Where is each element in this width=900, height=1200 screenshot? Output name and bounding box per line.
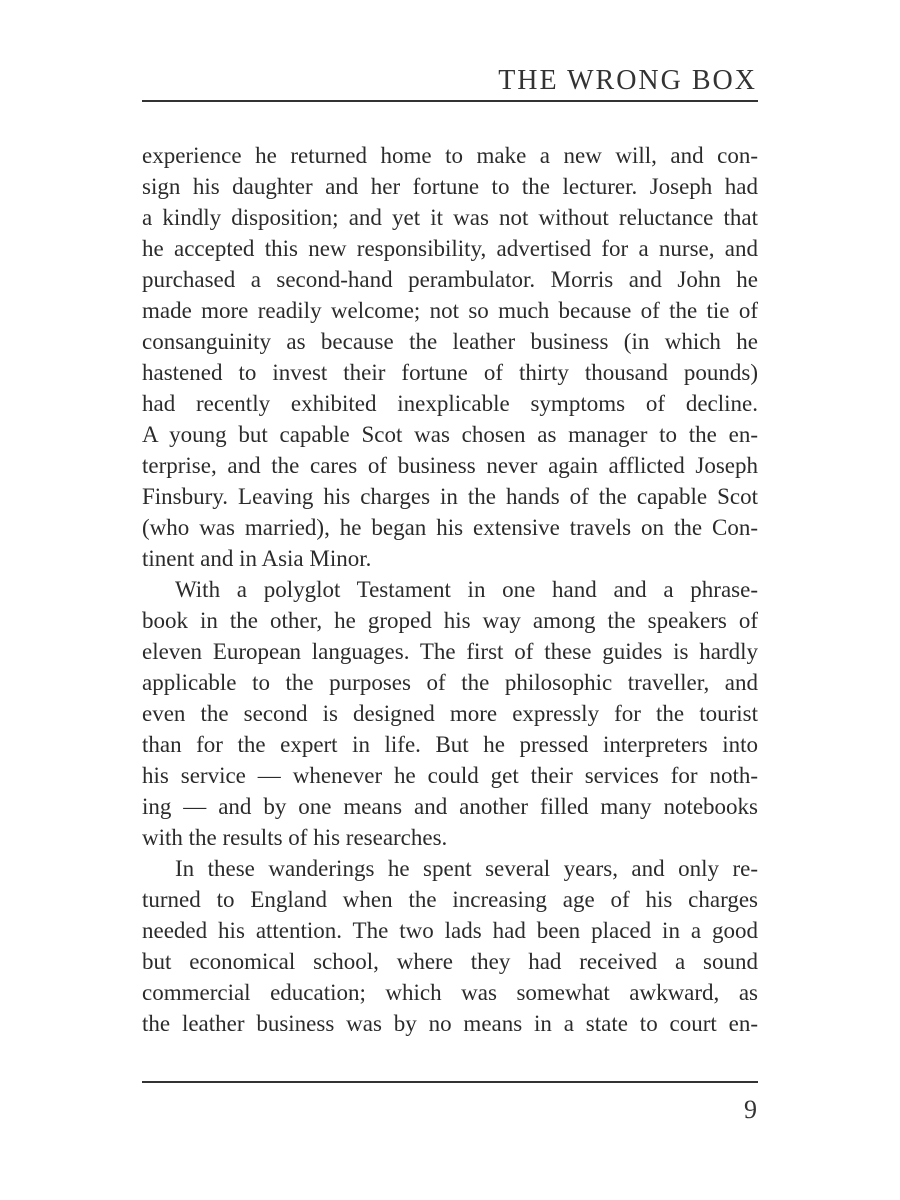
text-line: than for the expert in life. But he pressed interpreters into	[142, 732, 758, 757]
text-line: experience he returned home to make a new will, and con-	[142, 143, 758, 168]
text-line: Finsbury. Leaving his charges in the hands of the capable Scot	[142, 484, 758, 509]
text-line: a kindly disposition; and yet it was not without reluctance that	[142, 205, 758, 230]
text-line: terprise, and the cares of business never again afflicted Joseph	[142, 453, 758, 478]
paragraph-start-line: In these wanderings he spent several years, and only re-	[175, 856, 758, 881]
text-line: had recently exhibited inexplicable symptoms of decline.	[142, 391, 758, 416]
text-line: the leather business was by no means in a state to court en-	[142, 1011, 758, 1036]
text-line: A young but capable Scot was chosen as manager to the en-	[142, 422, 758, 447]
text-line: tinent and in Asia Minor.	[142, 546, 372, 571]
paragraph-start-line: With a polyglot Testament in one hand and a phrase-	[175, 577, 758, 602]
text-line: book in the other, he groped his way among the speakers of	[142, 608, 758, 633]
text-line: he accepted this new responsibility, advertised for a nurse, and	[142, 236, 758, 261]
text-line: even the second is designed more expressly for the tourist	[142, 701, 758, 726]
text-line: consanguinity as because the leather business (in which he	[142, 329, 758, 354]
text-line: eleven European languages. The first of these guides is hardly	[142, 639, 758, 664]
text-line: ing — and by one means and another filled many notebooks	[142, 794, 758, 819]
text-line: his service — whenever he could get their services for noth-	[142, 763, 758, 788]
text-line: needed his attention. The two lads had been placed in a good	[142, 918, 758, 943]
running-head: THE WRONG BOX	[498, 65, 757, 96]
text-line: purchased a second-hand perambulator. Morris and John he	[142, 267, 758, 292]
footer-rule	[142, 1081, 758, 1083]
text-line: applicable to the purposes of the philosophic traveller, and	[142, 670, 758, 695]
text-line: sign his daughter and her fortune to the lecturer. Joseph had	[142, 174, 758, 199]
text-line: commercial education; which was somewhat awkward, as	[142, 980, 758, 1005]
page-number: 9	[744, 1095, 757, 1124]
text-line: (who was married), he began his extensive travels on the Con-	[142, 515, 758, 540]
text-line: but economical school, where they had received a sound	[142, 949, 758, 974]
text-line: hastened to invest their fortune of thirty thousand pounds)	[142, 360, 758, 385]
text-line: made more readily welcome; not so much because of the tie of	[142, 298, 758, 323]
text-line: turned to England when the increasing age of his charges	[142, 887, 758, 912]
body-text	[142, 140, 758, 1039]
header-rule	[142, 100, 758, 102]
text-line: with the results of his researches.	[142, 825, 448, 850]
